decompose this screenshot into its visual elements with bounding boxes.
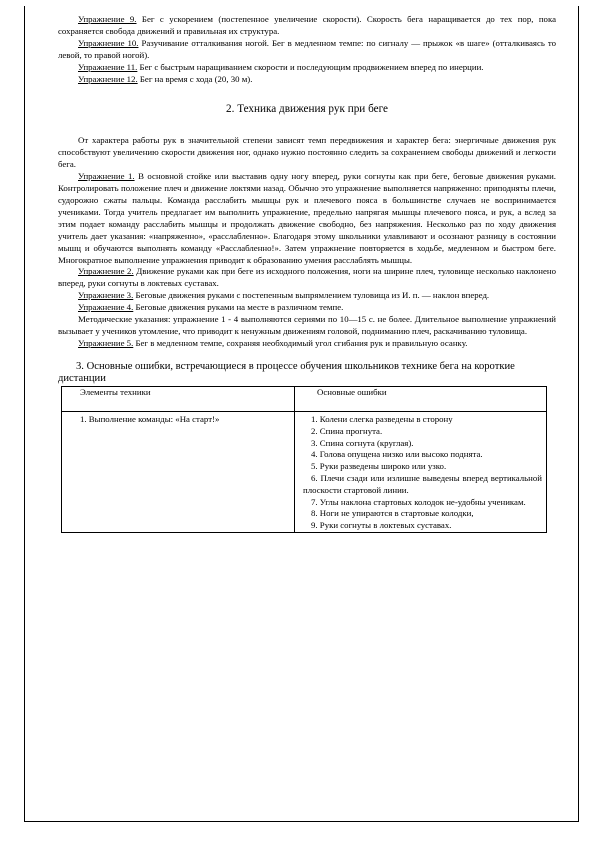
intro-exercise-12: Упражнение 12. Бег на время с хода (20, 30 м). [78,73,253,84]
row-element-start-command: 1. Выполнение команды: «На старт!» [62,411,295,532]
row-error-list [295,411,547,532]
table-row [62,411,547,532]
arm-exercise-4: Упражнение 4. Беговые движения руками на месте в различном темпе. [78,302,344,313]
error-item: 9. Руки согнуты в локтевых суставах. [311,520,452,531]
error-item: 5. Руки разведены широко или узко. [311,461,447,472]
arm-exercise-3: Упражнение 3. Беговые движения руками с постепенным выпрямлением туловища из И. п. — наклон вперед. [78,290,490,301]
error-item: 8. Ноги не упираются в стартовые колодки, [311,508,474,519]
intro-exercise-9: Упражнение 9. Бег с ускорением (постепенное увеличение скорости). Скорость бега наращивается до тех пор, пока сохраняется свобода движений и правильная их структура. [58,14,556,36]
error-item: 6. Плечи сзади или излишне выведены вперед вертикальной плоскости стартовой линии. [303,472,542,495]
intro-exercise-11: Упражнение 11. Бег с быстрым наращиванием скорости и последующим продвижением вперед по инерции. [78,61,484,72]
arm-exercise-1: Упражнение 1. В основной стойке или выставив одну ногу вперед, руки согнуты как при беге, беговые движения руками. Контролировать положение плеч и движение локтями назад. Обычно это упражнение выполняется напряженно: приподняты плечи, судорожно сжаты пальцы. Команда расслабить мышцы рук и плечевого пояса в большинстве случаев не воспринимается учениками. Тогда учитель предлагает им выполнить упражнение, предельно напрягая мышцы плечевого пояса, и рук, а вслед за этим подает команду расслабить мышцы и продолжать движение свободно, без напряжения. Несколько раз по ходу движения учитель дает указания: «напряженно», «расслабленно». Благодаря этому школьники улавливают и осознают разницу в состоянии мышц и обучаются выполнять команду «Расслабленно!». Затем упражнение повторяется в ходьбе, медленном и быстром беге. Многократное выполнение упражнения приводит к образованию умения расслаблять мышцы. [58,171,556,265]
error-item: 2. Спина прогнута. [311,425,383,436]
section-2-lead: От характера работы рук в значительной степени зависят темп передвижения и характер бега: энергичные движения рук способствуют увеличению скорости движения ног, однако нужно постоянно следить за сохранением свободы движений и легкости бега. [58,135,556,170]
error-item: 4. Голова опущена низко или высоко поднята. [311,449,483,460]
arm-exercise-5: Упражнение 5. Бег в медленном темпе, сохраняя необходимый угол сгибания рук и правильную осанку. [78,337,468,348]
table-header-row [62,386,547,411]
error-item: 1. Колени слегка разведены в сторону [311,413,453,424]
section-3-title: 3. Основные ошибки, встречающиеся в процессе обучения школьников технике бега на короткие дистанции [58,360,515,385]
header-technique-elements: Элементы техники [62,386,295,411]
arm-exercise-2: Упражнение 2. Движение руками как при беге из исходного положения, ноги на ширине плеч, туловище несколько наклонено вперед, руки согнуты в локтевых суставах. [58,266,556,289]
error-item: 3. Спина согнута (круглая). [311,437,414,448]
method-notes: Методические указания: упражнение 1 - 4 выполняются сериями по 10—15 с. не более. Длительное выполнение упражнений вызывает у учеников утомление, что приводит к ненужным движениям головой, подниманию плеч, раскачиванию туловища. [58,314,556,336]
header-main-errors: Основные ошибки [295,386,547,411]
error-item: 7. Углы наклона стартовых колодок не-удобны ученикам. [311,496,526,507]
section-2-title: 2. Техника движения рук при беге [226,103,388,116]
intro-exercise-10: Упражнение 10. Разучивание отталкивания ногой. Бег в медленном темпе: по сигналу — прыжок «в шаге» (отталкиваясь то левой, то правой ногой). [58,37,557,60]
document-body [58,14,556,533]
errors-table [61,386,547,533]
